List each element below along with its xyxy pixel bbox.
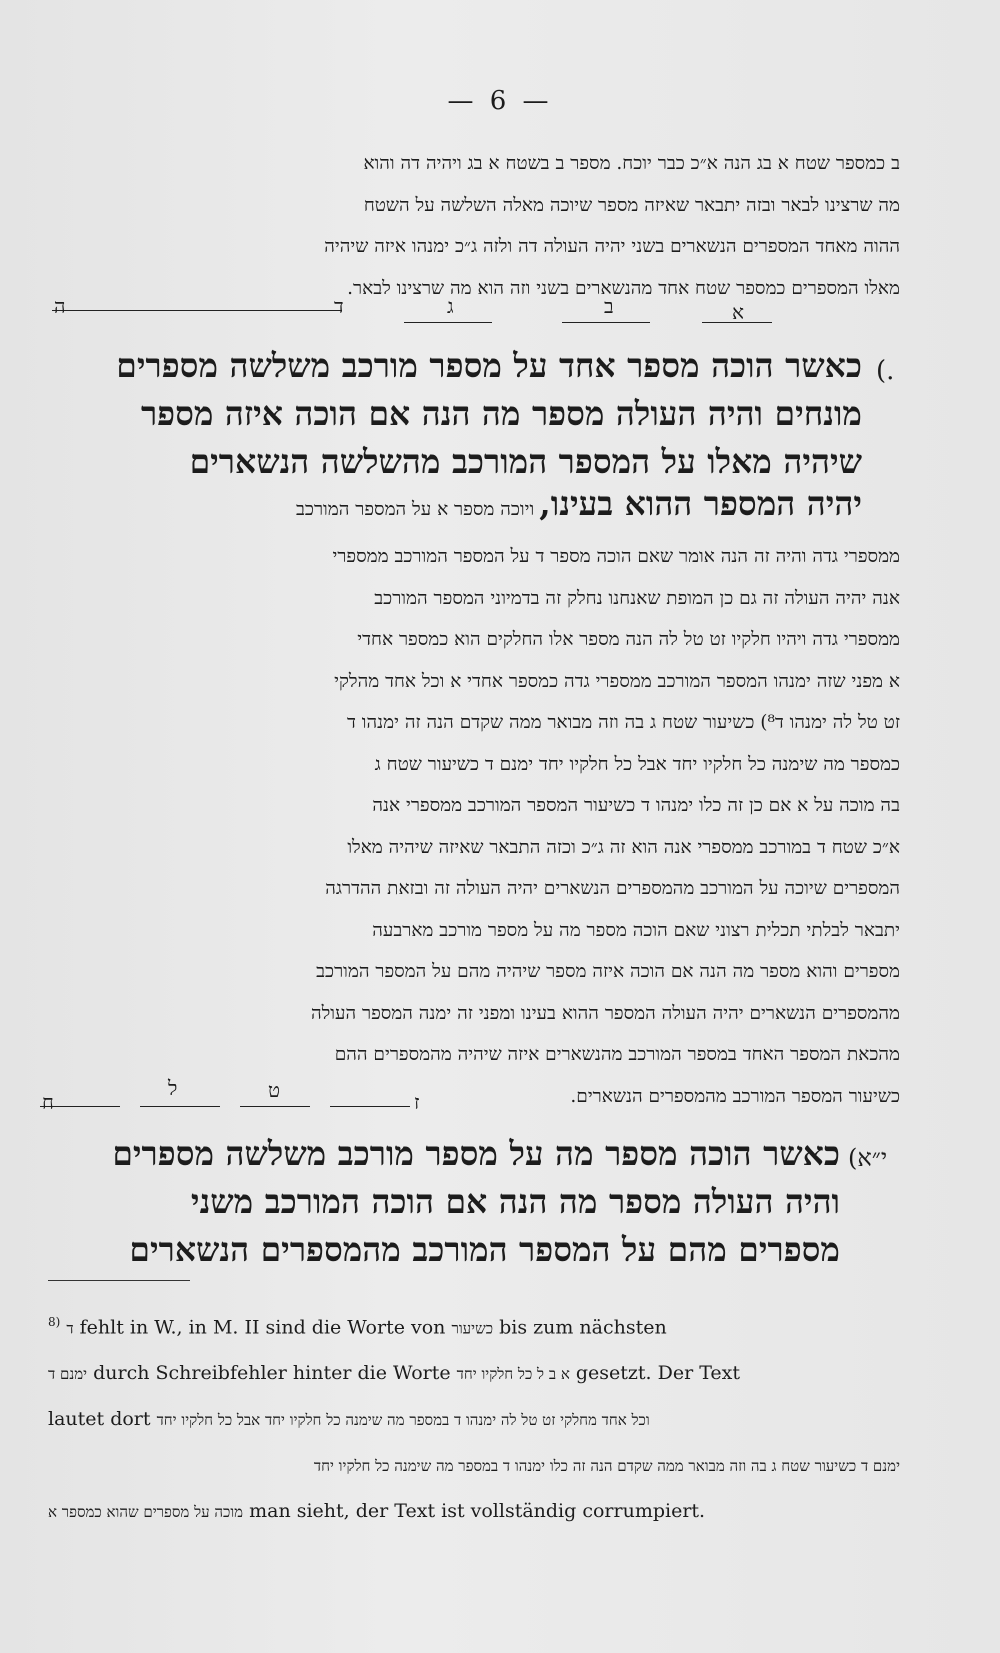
hebrew-fragment: ימנם ד כשיעור שטח ג בה וזה מבואר ממה שקדם הנה זה כלו ימנהו ד במספר מה שימנה כל חלקיו יחד	[313, 1457, 900, 1476]
page-number: — 6 —	[447, 86, 553, 116]
hebrew-fragment: וכל אחד מחלקי זט טל לה ימנהו ד במספר מה שימנה כל חלקיו יחד אבל כל חלקיו יחד	[156, 1411, 650, 1430]
theorem-statement	[40, 1130, 840, 1274]
text-line: מספרים מהם על המספר המורכב מהמספרים הנשארים	[129, 1230, 840, 1269]
theorem-statement-end: יהיה המספר ההוא בעינו,	[539, 484, 862, 523]
text-line: ההוה מאחד המספרים הנשארים בשני יהיה העולה דה ולזה ג״כ ימנהו איזה שיהיה	[324, 236, 900, 257]
label-zayin: ז	[414, 1090, 420, 1114]
hebrew-fragment: ימנם ד	[48, 1365, 88, 1384]
paragraph-marker: (.	[876, 356, 895, 386]
footnote-text: fehlt in W., in M. II sind die Worte von	[79, 1316, 446, 1339]
proof-body	[52, 536, 900, 1117]
text-line: יתבאר לבלתי תכלית רצוני שאם הוכה מספר מה על מספר מורכב מארבעה	[372, 919, 900, 941]
label-het: ח	[42, 1090, 54, 1114]
text-line: ממספרי גדה והיה זה הנה אומר שאם הוכה מספר ד על המספר המורכב ממספרי	[332, 546, 900, 567]
label-lamed: ל	[168, 1076, 178, 1100]
text-line: בה מוכה על א אם כן זה כלו ימנהו ד כשיעור המספר המורכב ממספרי אנה	[372, 795, 900, 816]
segment-bet	[562, 322, 650, 323]
label-gimel: ג	[447, 294, 454, 318]
text-line: מה שרצינו לבאר ובזה יתבאר שאיזה מספר שיוכה מאלה השלשה על השטח	[363, 194, 900, 216]
text-line: המספרים שיוכה על המורכב מהמספרים הנשארים יהיה העולה זה ובזאת ההדרגה	[325, 878, 900, 899]
footnote-marker: 8)	[48, 1315, 61, 1329]
paragraph-marker: י״א)	[848, 1144, 888, 1172]
text-line: שיהיה מאלו על המספר המורכב מהשלשה הנשארים	[189, 442, 862, 481]
footnote-line	[48, 1489, 900, 1535]
text-line: והיה העולה מספר מה הנה אם הוכה המורכב משני	[190, 1182, 840, 1221]
text-line: מונחים והיה העולה מספר מה הנה אם הוכה איזה מספר	[140, 394, 862, 433]
footnote-line	[48, 1300, 900, 1351]
hebrew-fragment: א ב ל כל חלקיו יחד	[456, 1365, 570, 1384]
text-line: א״כ שטח ד במורכב ממספרי אנה הוא זה ג״כ וכזה התבאר שאיזה שיהיה מאלו	[347, 836, 900, 858]
footnote-text: man sieht, der Text ist vollständig corrumpiert.	[249, 1500, 706, 1523]
footnote-line	[48, 1443, 900, 1489]
label-bet: ב	[604, 294, 614, 318]
segment-lamed	[140, 1106, 220, 1107]
paragraph-continuation	[52, 143, 900, 309]
footnote	[48, 1300, 900, 1535]
segment-tet	[240, 1106, 310, 1107]
footnote-separator	[48, 1280, 190, 1281]
text-line: מהמספרים הנשארים יהיה העולה המספר ההוא בעינו ומפני זה ימנה המספר העולה	[310, 1002, 900, 1024]
text-line: א מפני שזה ימנהו המספר המורכב ממספרי גדה כמספר אחדי א וכל אחד מהלקי	[334, 670, 900, 692]
text-line: אנה יהיה העולה זה גם כן המופת שאנחנו נחלק זה בדמיוני המספר המורכב	[374, 587, 900, 609]
proof-start: ויוכה מספר א על המספר המורכב	[296, 499, 535, 520]
text-line: ממספרי גדה ויהיו חלקיו זט טל לה הנה מספר אלו החלקים הוא כמספר אחדי	[357, 629, 900, 650]
footnote-text: durch Schreibfehler hinter die Worte	[93, 1362, 451, 1385]
label-alef: א	[732, 300, 745, 324]
footnote-text: lautet dort	[48, 1408, 151, 1431]
text-line: מהכאת המספר האחד במספר המורכב מהנשארים איזה שיהיה מהמספרים ההם	[334, 1044, 900, 1065]
hebrew-fragment: מוכה על מספרים שהוא כמספר א	[48, 1503, 244, 1522]
label-he: ה	[54, 294, 66, 318]
text-line: כאשר הוכה מספר אחד על מספר מורכב משלשה מספרים	[116, 346, 862, 385]
segment-he	[52, 310, 342, 311]
hebrew-fragment: כשיעור	[451, 1319, 494, 1338]
segment-zayin	[330, 1106, 410, 1107]
footnote-text: bis zum nächsten	[499, 1316, 667, 1339]
theorem-statement	[52, 342, 862, 486]
hebrew-fragment: ד	[66, 1319, 74, 1338]
text-line: כאשר הוכה מספר מה על מספר מורכב משלשה מספרים	[112, 1134, 840, 1173]
footnote-text: gesetzt. Der Text	[575, 1362, 741, 1385]
text-line: זט טל לה ימנהו ד⁸) כשיעור שטח ג בה וזה מבואר ממה שקדם הנה זה ימנהו ד	[346, 712, 900, 733]
segment-gimel	[404, 322, 492, 323]
footnote-line	[48, 1397, 900, 1443]
footnote-line	[48, 1351, 900, 1397]
text-line: ב כמספר שטח א בג הנה א״כ כבר יוכח. מספר ב בשטח א בג ויהיה דה והוא	[363, 153, 900, 174]
label-dalet: ד	[334, 294, 344, 318]
text-line: מאלו המספרים כמספר שטח אחד מהנשארים בשני וזה הוא מה שרצינו לבאר.	[347, 277, 900, 299]
mixed-line	[52, 480, 862, 534]
text-line: מספרים והוא מספר מה הנה אם הוכה איזה מספר שיהיה מהם על המספר המורכב	[316, 961, 900, 982]
text-line: כשיעור המספר המורכב מהמספרים הנשארים.	[570, 1085, 900, 1107]
line-segment-diagram-1	[52, 294, 772, 340]
label-tet: ט	[268, 1078, 281, 1102]
text-line: כמספר מה שימנה כל חלקיו יחד אבל כל חלקיו יחד ימנם ד כשיעור שטח ג	[374, 753, 900, 775]
